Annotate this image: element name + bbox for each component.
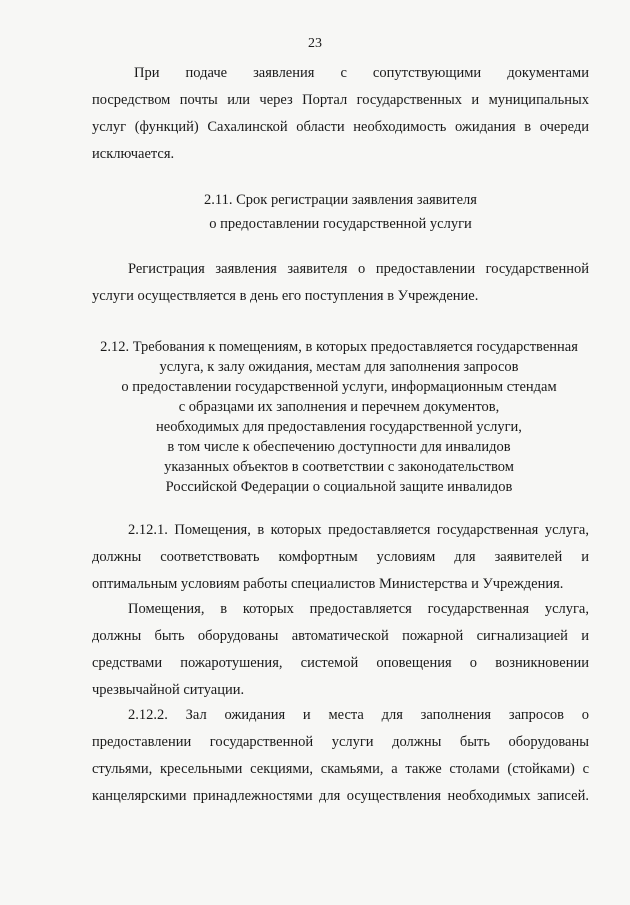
text-line: оптимальным условиям работы специалистов Министерства и Учреждения.	[92, 576, 564, 592]
heading-line: с образцами их заполнения и перечнем документов,	[178, 399, 500, 415]
section-heading-2-11	[92, 188, 589, 236]
heading-line: о предоставлении государственной услуги	[209, 216, 472, 232]
heading-line: Российской Федерации о социальной защите инвалидов	[165, 479, 513, 495]
paragraph-2-12-1	[92, 517, 589, 598]
heading-line: о предоставлении государственной услуги, информационным стендам	[121, 379, 557, 395]
text-line: посредством почты или через Портал государственных и муниципальных	[92, 92, 589, 108]
text-line: Помещения, в которых предоставляется государственная услуга,	[128, 601, 589, 617]
paragraph-registration	[92, 256, 589, 310]
page-number: 23	[308, 36, 322, 51]
text-line: предоставлении государственной услуги должны быть оборудованы	[92, 734, 589, 750]
section-heading-2-12	[84, 337, 594, 497]
text-line: стульями, кресельными секциями, скамьями, а также столами (стойками) с	[92, 761, 589, 777]
paragraph-mail-portal	[92, 60, 589, 168]
text-line: 2.12.1. Помещения, в которых предоставляется государственная услуга,	[128, 522, 589, 538]
text-line: услуг (функций) Сахалинской области необходимость ожидания в очереди	[92, 119, 589, 135]
heading-line: 2.11. Срок регистрации заявления заявителя	[204, 192, 477, 208]
text-line: услуги осуществляется в день его поступления в Учреждение.	[92, 288, 479, 304]
text-line: При подаче заявления с сопутствующими документами	[134, 65, 589, 81]
text-line: чрезвычайной ситуации.	[92, 682, 245, 698]
heading-line: необходимых для предоставления государственной услуги,	[156, 419, 522, 435]
text-line: 2.12.2. Зал ожидания и места для заполнения запросов о	[128, 707, 589, 723]
text-line: должны быть оборудованы автоматической пожарной сигнализацией и	[92, 628, 589, 644]
paragraph-2-12-2	[92, 702, 589, 810]
heading-line: указанных объектов в соответствии с законодательством	[164, 459, 514, 475]
heading-line: 2.12. Требования к помещениям, в которых предоставляется государственная	[100, 339, 578, 355]
text-line: должны соответствовать комфортным условиям для заявителей и	[92, 549, 589, 565]
heading-line: услуга, к залу ожидания, местам для заполнения запросов	[159, 359, 519, 375]
text-line: средствами пожаротушения, системой оповещения о возникновении	[92, 655, 589, 671]
text-line: канцелярскими принадлежностями для осуществления необходимых записей.	[92, 788, 589, 804]
heading-line: в том числе к обеспечению доступности для инвалидов	[167, 439, 511, 455]
text-line: исключается.	[92, 146, 175, 162]
text-line: Регистрация заявления заявителя о предоставлении государственной	[128, 261, 589, 277]
paragraph-fire-safety	[92, 596, 589, 704]
